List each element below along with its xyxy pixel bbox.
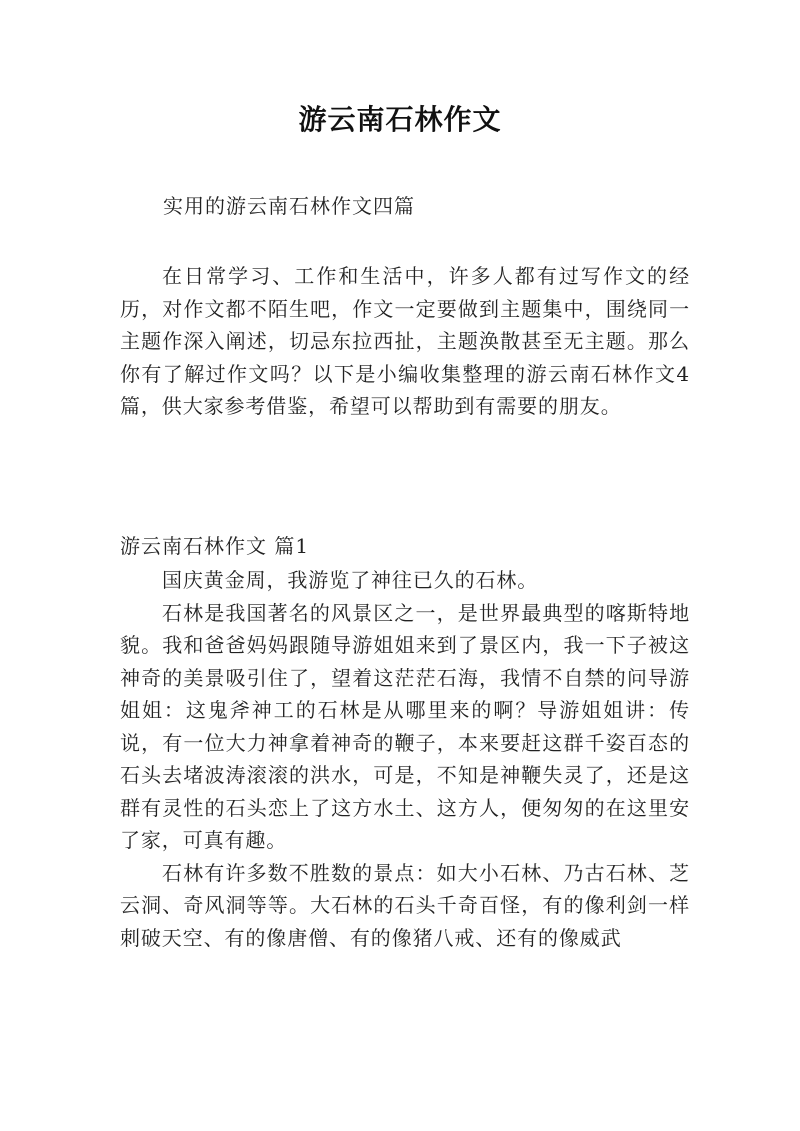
body-paragraph: 国庆黄金周，我游览了神往已久的石林。 (162, 568, 539, 592)
body-paragraph: 石林有许多数不胜数的景点：如大小石林、乃古石林、芝云洞、奇风洞等等。大石林的石头千奇百怪，有的像利剑一样刺破天空、有的像唐僧、有的像猪八戒、还有的像威武 (120, 860, 690, 950)
section-body (120, 564, 690, 954)
intro-block (120, 260, 690, 423)
section-heading: 游云南石林作文 篇1 (120, 534, 310, 558)
intro-paragraph: 在日常学习、工作和生活中，许多人都有过写作文的经历，对作文都不陌生吧，作文一定要做到主题集中，围绕同一主题作深入阐述，切忌东拉西扯，主题涣散甚至无主题。那么你有了解过作文吗？以下是小编收集整理的游云南石林作文4篇，供大家参考借鉴，希望可以帮助到有需要的朋友。 (120, 264, 690, 418)
body-paragraph: 石林是我国著名的风景区之一，是世界最典型的喀斯特地貌。我和爸爸妈妈跟随导游姐姐来到了景区内，我一下子被这神奇的美景吸引住了，望着这茫茫石海，我情不自禁的问导游姐姐：这鬼斧神工的石林是从哪里来的啊？导游姐姐讲：传说，有一位大力神拿着神奇的鞭子，本来要赶这群千姿百态的石头去堵波涛滚滚的洪水，可是，不知是神鞭失灵了，还是这群有灵性的石头恋上了这方水土、这方人，便匆匆的在这里安了家，可真有趣。 (120, 600, 690, 852)
document-title: 游云南石林作文 (298, 103, 502, 136)
document-subtitle: 实用的游云南石林作文四篇 (163, 194, 415, 218)
